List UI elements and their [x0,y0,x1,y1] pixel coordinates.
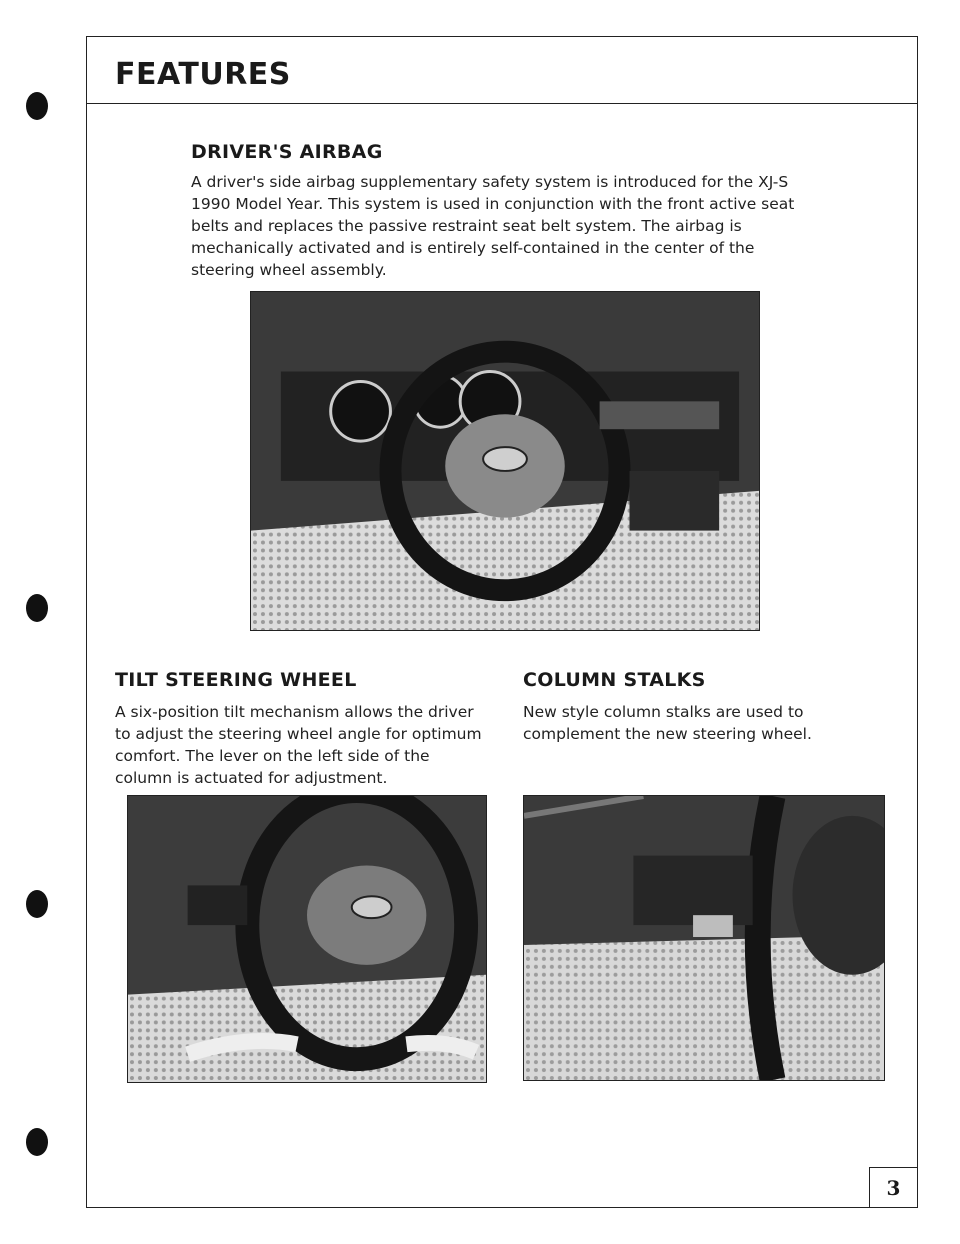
binder-hole-2 [26,594,48,622]
tilt-photo-illustration [128,796,486,1082]
binder-hole-3 [26,890,48,918]
binder-hole-1 [26,92,48,120]
column-stalks-photo [523,795,885,1081]
page-number: 3 [869,1167,917,1207]
stalks-photo-illustration [524,796,884,1080]
tilt-heading: TILT STEERING WHEEL [115,669,357,691]
page-title: FEATURES [115,57,291,92]
tilt-text: A six-position tilt mechanism allows the driver to adjust the steering wheel angle for optimum comfort. The lever on the left side of the column is actuated for adjustment. [115,703,482,787]
binder-hole-4 [26,1128,48,1156]
tilt-steering-wheel-photo [127,795,487,1083]
airbag-heading: DRIVER'S AIRBAG [191,141,383,163]
page-frame [86,36,918,1208]
airbag-steering-wheel-photo [250,291,760,631]
stalks-text: New style column stalks are used to complement the new steering wheel. [523,703,812,743]
stalks-heading: COLUMN STALKS [523,669,706,691]
airbag-photo-illustration [251,292,759,630]
airbag-text: A driver's side airbag supplementary safety system is introduced for the XJ-S 1990 Model Year. This system is used in conjunction with the front active seat belts and replaces the passive restraint seat belt system. The airbag is mechanically activated and is entirely self-contained in the center of the steering wheel assembly. [191,173,795,279]
header-divider [87,103,917,104]
